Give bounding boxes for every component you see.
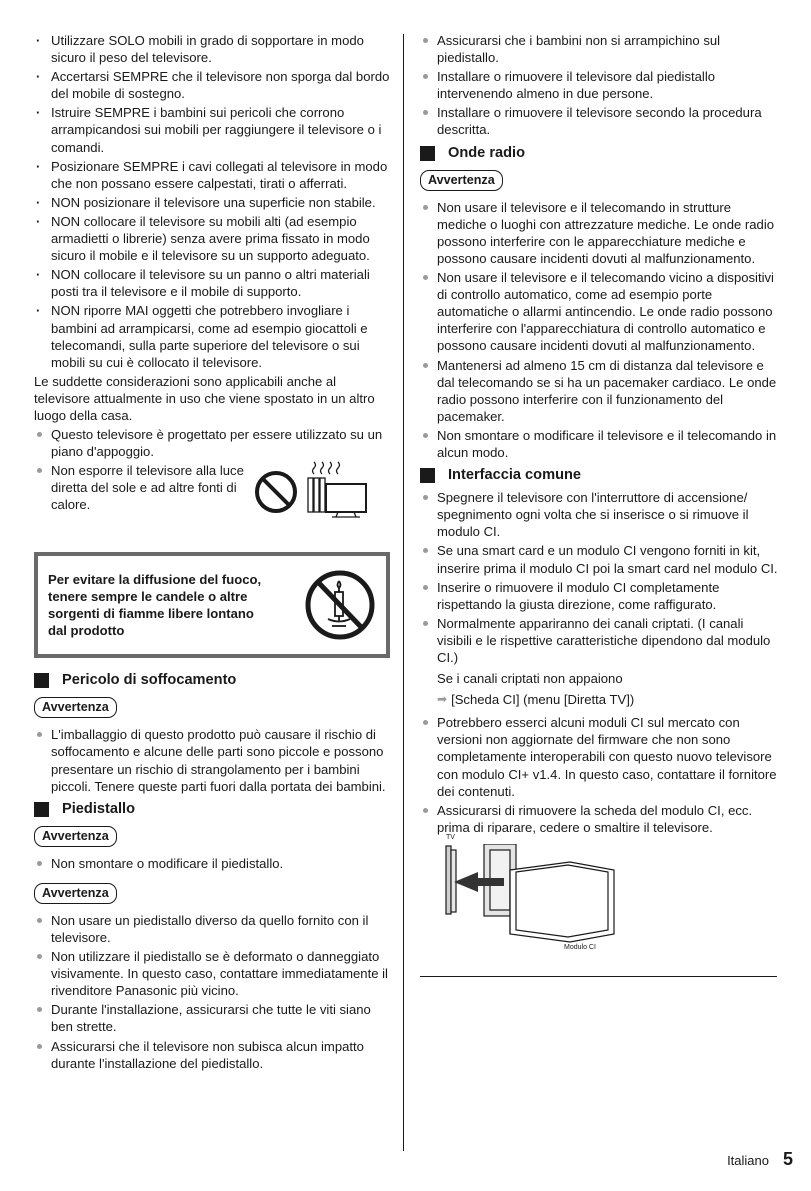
- list-item: Assicurarsi di rimuovere la scheda del modulo CI, ecc. prima di riparare, cedere o smaltire il televisore.: [420, 802, 780, 836]
- list-item: Non usare il televisore e il telecomando in strutture mediche o luoghi con attrezzature mediche. Le onde radio possono interferire con le apparecchiature mediche e possono causare incidenti dovuti al malfunzionamento.: [420, 199, 780, 267]
- interface-list: [420, 489, 780, 666]
- section-marker: [34, 802, 49, 817]
- section-marker: [420, 146, 435, 161]
- list-item: Installare o rimuovere il televisore dal piedistallo intervenendo almeno in due persone.: [420, 68, 780, 102]
- choking-list: [34, 726, 390, 794]
- list-item: Se una smart card e un modulo CI vengono forniti in kit, inserire prima il modulo CI poi la smart card nel modulo CI.: [420, 542, 780, 576]
- list-item: Assicurarsi che il televisore non subisca alcun impatto durante l'installazione del piedistallo.: [34, 1038, 390, 1072]
- warning-label: Avvertenza: [34, 826, 117, 847]
- support-list: [34, 426, 390, 460]
- considerations-paragraph: Le suddette considerazioni sono applicabili anche al televisore attualmente in uso che viene spostato in un altro luogo della casa.: [34, 373, 375, 423]
- list-item: Normalmente appariranno dei canali criptati. (I canali visibili e le rispettive caratteristiche dipendono dal modulo CI.): [420, 615, 780, 666]
- section-title: Onde radio: [448, 144, 526, 161]
- list-item: Assicurarsi che i bambini non si arrampichino sul piedistallo.: [420, 32, 780, 66]
- list-item: Non utilizzare il piedistallo se è deformato o danneggiato visivamente. In questo caso, contattare immediatamente il rivenditore Panasonic più vicino.: [34, 948, 390, 999]
- list-item: Non smontare o modificare il televisore e il telecomando in alcun modo.: [420, 427, 780, 461]
- menu-reference: [Scheda CI] (menu [Diretta TV]): [451, 692, 635, 708]
- list-item: · Accertarsi SEMPRE che il televisore non sporga dal bordo del mobile di sostegno.: [34, 68, 390, 102]
- list-item: · Utilizzare SOLO mobili in grado di sopportare in modo sicuro il peso del televisore.: [34, 32, 390, 66]
- right-column: [420, 32, 780, 977]
- list-item: Durante l'installazione, assicurarsi che tutte le viti siano ben strette.: [34, 1001, 390, 1035]
- list-item: Spegnere il televisore con l'interruttore di accensione/ spegnimento ogni volta che si inserisce o si rimuove il modulo CI.: [420, 489, 780, 540]
- section-title: Piedistallo: [62, 800, 135, 817]
- list-item: · Istruire SEMPRE i bambini sui pericoli che corrono arrampicandosi sui mobili per raggiungere il televisore o i comandi.: [34, 104, 390, 155]
- list-item: · NON collocare il televisore su un panno o altri materiali posti tra il televisore e il mobile di supporto.: [34, 266, 390, 300]
- footer-language: Italiano: [727, 1152, 769, 1168]
- list-item: · NON posizionare il televisore una superficie non stabile.: [34, 194, 390, 211]
- list-item: Mantenersi ad almeno 15 cm di distanza dal televisore e dal telecomando se si ha un pacemaker cardiaco. Le onde radio possono interferire con il funzionamento del pacemaker.: [420, 357, 780, 425]
- list-item: Non smontare o modificare il piedistallo.: [34, 855, 390, 872]
- list-item: · NON collocare il televisore su mobili alti (ad esempio armadietti o librerie) senza avere prima fissato in modo sicuro il mobile e il televisore su un supporto adeguato.: [34, 213, 390, 264]
- list-item: Non esporre il televisore alla luce diretta del sole e ad altre fonti di calore.: [34, 462, 244, 513]
- list-item: Installare o rimuovere il televisore secondo la procedura descritta.: [420, 104, 780, 138]
- warning-label: Avvertenza: [34, 697, 117, 718]
- section-common-interface: [420, 467, 780, 484]
- interface-list-b: [420, 714, 780, 836]
- list-item: · Posizionare SEMPRE i cavi collegati al televisore in modo che non possano essere calpestati, tirati o afferrati.: [34, 158, 390, 192]
- section-choking: [34, 672, 390, 689]
- list-item: L'imballaggio di questo prodotto può causare il rischio di soffocamento e alcune delle parti sono piccole e possono presentare un rischio di strangolamento per i bambini piccoli. Tenere queste parti fuori dalla portata dei bambini.: [34, 726, 390, 794]
- stand-continued-list: [420, 32, 780, 139]
- list-item: Non usare un piedistallo diverso da quello fornito con il televisore.: [34, 912, 390, 946]
- stand-list-2: [34, 912, 390, 1072]
- column-divider: [403, 34, 404, 1151]
- no-heat-tv-icon: [252, 460, 372, 520]
- page-number: 5: [782, 1148, 793, 1169]
- ci-module-figure: [420, 833, 780, 958]
- radio-list: [420, 199, 780, 461]
- ci-insertion-diagram: [444, 844, 634, 954]
- fire-warning-text: Per evitare la diffusione del fuoco, tenere sempre le candele o altre sorgenti di fiamme libere lontano dal prodotto: [48, 571, 262, 639]
- arrow-icon: ➡: [437, 692, 448, 707]
- left-column: [34, 32, 390, 1074]
- encrypted-note: Se i canali criptati non appaiono: [437, 671, 623, 687]
- warning-label: Avvertenza: [34, 883, 117, 904]
- section-marker: [34, 673, 49, 688]
- section-stand: [34, 801, 390, 818]
- stand-list-1: [34, 855, 390, 872]
- no-candle-icon: [304, 569, 376, 641]
- section-rule: [420, 976, 777, 977]
- heat-row: [34, 462, 390, 520]
- page-footer: [727, 1148, 793, 1169]
- figure-module-label: Modulo CI: [564, 943, 596, 951]
- section-title: Pericolo di soffocamento: [62, 672, 237, 689]
- list-item: Inserire o rimuovere il modulo CI completamente rispettando la giusta direzione, come raffigurato.: [420, 579, 780, 613]
- warning-label: Avvertenza: [420, 170, 503, 191]
- fire-warning-box: [34, 552, 390, 658]
- section-marker: [420, 468, 435, 483]
- furniture-safety-list: [34, 32, 390, 371]
- list-item: Potrebbero esserci alcuni moduli CI sul mercato con versioni non aggiornate del firmware che non sono completamente interoperabili con questo nuovo televisore con modulo CI+ v1.4. In questo caso, contattare il fornitore dei contenuti.: [420, 714, 780, 799]
- list-item: Non usare il televisore e il telecomando vicino a dispositivi di controllo automatico, come ad esempio porte automatiche o allarmi antincendio. Le onde radio possono interferire con l'apparecchiatura di controllo automatico e possono causare incidenti dovuti al malfunzionamento.: [420, 269, 780, 354]
- list-item: Questo televisore è progettato per essere utilizzato su un piano d'appoggio.: [34, 426, 390, 460]
- section-title: Interfaccia comune: [448, 467, 582, 484]
- section-radio: [420, 145, 780, 162]
- list-item: · NON riporre MAI oggetti che potrebbero invogliare i bambini ad arrampicarsi, come ad esempio giocattoli e telecomandi, sulla parte superiore del televisore o sui mobili su cui è collocato il televisore.: [34, 302, 390, 370]
- figure-tv-label: TV: [446, 833, 455, 841]
